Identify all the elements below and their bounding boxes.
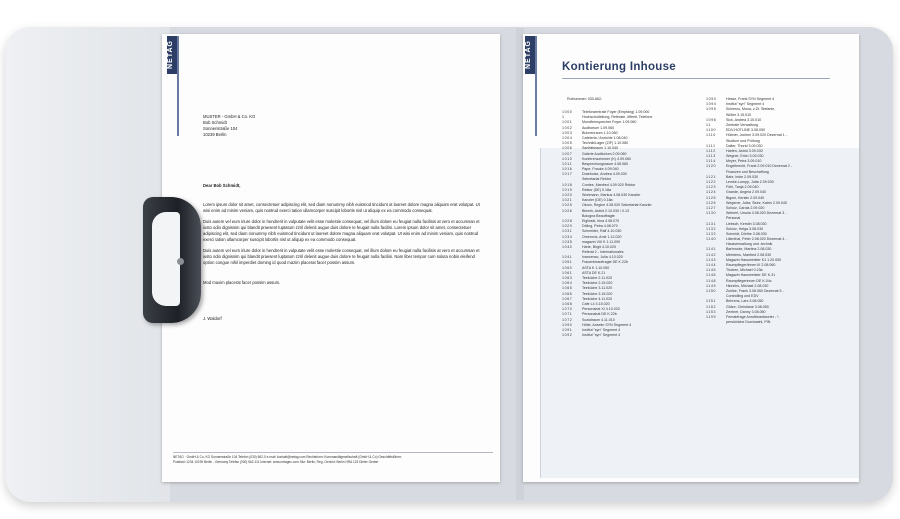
extension-label: Hötte, Anselm SYN Segment 4 xyxy=(582,322,632,327)
extension-label: Frauenbeauftragte DE K.22b xyxy=(582,260,628,265)
body-paragraph: Lorem ipsum dolor sit amet, consectetuer adipiscing elit, sed diam nonummy nibh euismod tincidunt ut laoreet dolore magna aliquam erat volutpat. Ut wisi enim ad minim veniam, quis nostrud exerci tation ullamcorper suscipit lobortis nisl ut aliquip ex ea commodo consequat. xyxy=(203,202,480,213)
extension-label: Personalrat DE K.22b xyxy=(582,312,617,317)
extension-label: Mehrtens, Manfred 2.08.030 xyxy=(726,252,772,257)
extension-number: 1066 xyxy=(562,291,573,296)
extension-number: 1122 xyxy=(706,180,717,184)
extension-label: Schneider, Ralf 4.10.030 xyxy=(582,229,622,234)
clip-cutout xyxy=(152,212,180,306)
extension-label: Studium und Prüfung xyxy=(726,138,760,143)
extension-number: 1007 xyxy=(562,151,573,156)
extension-number: 1124 xyxy=(706,190,717,195)
extension-number: 1011 xyxy=(562,161,573,166)
recipient-address xyxy=(203,114,353,138)
extension-label: Teeküche 2.11.020 xyxy=(582,276,613,280)
logo-rule xyxy=(535,36,537,136)
body-paragraph: Duis autem vel eum iriure dolor in hendrerit in vulputate velit esse molestie consequat, vel illum dolore eu feugiat nulla facilisis at vero et accumsan et iusto odio dignissim qui blandit praesent luptatum zzril delenit augue duis dolore te feugait nulla facilisi. Lorem ipsum dolor sit amet, consectetuer adipiscing elit, sed diam nonummy nibh euismod tincidunt ut laoreet dolore magna aliquam erat volutpat. Ut wisi enim ad minim veniam, quis nostrud exerci tation ullamcorper suscipit lobortis nisl ut aliquip ex ea commodo consequat. xyxy=(203,219,480,242)
extension-label: Raumpfleger/innen III 2.08.060 xyxy=(726,263,776,267)
extension-number: 1067 xyxy=(562,296,573,301)
extension-number: 1131 xyxy=(706,221,717,226)
extension-number: 1090 xyxy=(562,322,573,327)
extension-label: Thoben, Michael 0.23a xyxy=(726,268,763,273)
extension-number: 1140 xyxy=(706,237,717,242)
extension-label: Teeküche 2.15.020 xyxy=(582,281,613,286)
extension-label: Kanzler (DE) 0.18a xyxy=(582,198,613,203)
extension-number: 1051 xyxy=(562,260,573,265)
extension-number: 1111 xyxy=(706,143,716,148)
extension-number: 1092 xyxy=(562,333,573,338)
footer-line: Postfach 1234 10239 Berlin - Germany Telefax (030) 662-111 Internet: www.netagec.com Sitz: Berlin, Reg.-Gericht: Berlin HRA 123 Dieter Gerber xyxy=(173,460,379,464)
extension-number: 1004 xyxy=(562,135,573,140)
extension-label: magazin VIII K 1.11.090 xyxy=(582,239,621,244)
extension-number: 1143 xyxy=(706,257,717,262)
extension-number: 1041 xyxy=(562,255,573,260)
extension-label: Behrens, Lars 3.08.050 xyxy=(726,299,764,304)
extension-label: Magazin Hausmeister K1 1.20.050 xyxy=(726,257,782,262)
extension-number: 1002 xyxy=(562,125,573,130)
extension-label: Okoro, Regine 4.08.020 Sekretariat Kanzler xyxy=(582,203,652,208)
extension-label: Föhl, Tanja 2.09.040 xyxy=(726,185,759,190)
address-line: Bob Schmidt xyxy=(203,120,227,125)
address-line: 10239 Berlin xyxy=(203,132,227,137)
extension-label: Eiglinski, Irina 4.08.070 xyxy=(582,218,620,223)
extension-number: 1094 xyxy=(706,102,717,107)
clip-rivet xyxy=(177,258,184,265)
title-rule xyxy=(562,78,830,79)
extension-label: Rektor (DE) 0.18a xyxy=(582,187,611,192)
extension-label: Teeküche 3.15.020 xyxy=(582,291,613,296)
extension-number: 1006 xyxy=(562,146,573,151)
letter-footer xyxy=(173,455,493,465)
extension-number: 1112 xyxy=(706,148,716,153)
extension-label: Fernabfrage Anrufbeantworter - *, xyxy=(726,314,780,319)
extension-number: 1113 xyxy=(706,154,716,159)
extension-label: Bigoni, Kerstin 2.09.040 xyxy=(726,195,765,200)
extension-number: 1150 xyxy=(706,288,717,293)
extension-label: Draeboise, Andrea 4.09.030 xyxy=(582,172,627,177)
extension-number: 1153 xyxy=(706,309,717,314)
extension-number: 1065 xyxy=(562,286,573,291)
body-paragraph: Mod maxim placerat facer possim assum. xyxy=(203,280,281,285)
extension-label: Engelbrecht, Frank 2.09.010 Dezernat 2 - xyxy=(726,164,793,169)
extension-number: 1100 xyxy=(706,128,717,133)
extension-number: 1072 xyxy=(562,317,573,322)
extension-label: Teeküche 4.11.020 xyxy=(582,296,613,301)
address-line: Sonnenstraße 104 xyxy=(203,126,238,131)
extension-label: Zentrale Verwaltung xyxy=(726,122,758,127)
extension-number: 1060 xyxy=(562,265,573,270)
extension-number: 1110 xyxy=(706,133,716,138)
extension-label: Wegener, Jutta; Stuhr, Katrin 2.09.040 xyxy=(726,200,787,205)
extension-label: Zuhlke, Frank 3.08.060 Dezernat 5 - xyxy=(726,288,784,293)
extension-label: Wegner, Erich 3.09.030 xyxy=(726,154,764,159)
extension-number: 1130 xyxy=(706,211,717,216)
extension-number: 1000 xyxy=(562,110,573,114)
extension-number: 1120 xyxy=(706,164,717,169)
extension-label: Liebsch, Kerstin 3.08.030 xyxy=(726,221,767,226)
extension-label: Harten, Astrid 3.09.030 xyxy=(726,148,763,153)
extension-number: 1133 xyxy=(706,231,717,236)
extension-number: 1003 xyxy=(562,130,573,135)
extension-label: Pape, Frauke 4.09.040 xyxy=(582,167,619,172)
extension-label: Schulz, Carola 2.09.020 xyxy=(726,205,765,210)
extension-number: 1010 xyxy=(562,156,573,161)
extension-number: 1127 xyxy=(706,205,717,210)
extension-label: Cordes, Manfred 4.09.020 Rektor xyxy=(582,182,636,187)
extension-label: Besprechungsraum 4.08.060 xyxy=(582,161,629,166)
extension-label: Personal xyxy=(726,216,741,221)
extension-label: Meyer, Petra 3.09.010 xyxy=(726,159,762,164)
extension-label: Götze, Christiane 3.08.050 xyxy=(726,304,769,309)
extension-label: Referat 2 - Internationales xyxy=(582,250,624,255)
extension-number: 1199 xyxy=(706,314,717,319)
extension-number: 1126 xyxy=(706,200,717,205)
extension-number: 1031 xyxy=(562,229,573,234)
extension-number: 1025 xyxy=(562,203,573,208)
extension-number: 1095 xyxy=(706,107,717,112)
extension-label: Ivancenco, Julia 4.10.020 xyxy=(582,255,623,260)
extension-number: 1035 xyxy=(562,239,573,244)
extension-number: 1146 xyxy=(706,273,717,278)
extension-label: Raumpflegerinnen DE K.04c xyxy=(726,278,772,283)
salutation: Dear Bob Schmidt, xyxy=(203,183,241,188)
extension-number: 1018 xyxy=(562,182,573,187)
extension-label: Teeküche 3.11.020 xyxy=(582,286,613,291)
extension-number: 1070 xyxy=(562,307,573,312)
extension-number: 1071 xyxy=(562,312,573,317)
extension-label: Barbrocke, Martina 2.08.030 xyxy=(726,247,772,252)
footer-line: NETAG · GmbH & Co. KG Sonnenstraße 104 Telefon (030) 662-0 e-mail: kontakt@netag.com Rechtsform: Kommanditgesellschaft (GmbH & Co) Geschäftsführer: xyxy=(173,455,402,459)
extension-label: Bahr, Imke 2.09.030 xyxy=(726,174,759,179)
extension-number: 1040 xyxy=(562,244,573,249)
address-line: MUSTER - GmbH & Co. KG xyxy=(203,114,256,119)
extension-label: Konferenzzimmer (K) 4.09.060 xyxy=(582,156,631,161)
extension-label: Galerie Auditorium 2.09.060 xyxy=(582,151,627,156)
extension-number: 1029 xyxy=(562,224,573,229)
extension-number: 1125 xyxy=(706,195,717,200)
extension-label: Telefonzentrale Foyer (Empfang) 1.09.000 xyxy=(582,110,650,114)
extension-number: 1017 xyxy=(562,172,573,177)
extension-label: Technik/Lager (ZIF) 1.10.080 xyxy=(582,141,629,146)
extension-number: 1145 xyxy=(706,268,717,273)
extension-number: 1096 xyxy=(706,117,717,122)
extension-label: Wortmann, Markus 4.08.030 Kanzler xyxy=(582,193,641,197)
extension-label: Bologna Beauftragte xyxy=(582,213,615,218)
logo: NETAG xyxy=(167,36,177,74)
extension-label: Cafe L4 4.15.020 xyxy=(582,301,610,306)
extension-number: 1 xyxy=(562,115,565,120)
extension-label: persönliche Durchwahl, PIN xyxy=(726,320,771,325)
extension-label: Hausverwaltung und -technik xyxy=(726,242,773,247)
extension-label: Institut "syn" Segment 4 xyxy=(582,327,621,332)
extension-number: 1151 xyxy=(706,299,717,304)
extension-label: Buhnenraum 1.10.060 xyxy=(582,130,618,135)
extension-label: Sekretariat Rektor xyxy=(582,177,611,182)
extension-number: 1021 xyxy=(562,198,573,203)
extension-number: 1121 xyxy=(706,174,717,179)
logo: NETAG xyxy=(525,36,535,74)
extension-label: Hesse, Frank SYN Segment 4 xyxy=(726,97,775,101)
extension-label: Wüller 3.15.010 xyxy=(726,112,752,117)
extension-label: Schmidt, Dörthe 3.08.030 xyxy=(726,231,767,236)
extension-label: Schiesro, Mona, z.Zt. Stefanie, xyxy=(726,107,776,112)
extension-number: 1152 xyxy=(706,304,717,309)
extension-label: Döling, Petra 4.08.070 xyxy=(582,224,618,229)
extension-label: ASTA K 1.10.050 xyxy=(582,265,610,270)
extension-number: 1093 xyxy=(706,97,717,101)
extension-label: Hinrichs, Michael 2.08.030 xyxy=(726,283,769,288)
signature: J. Waldorf xyxy=(203,316,222,321)
footer-rule xyxy=(173,452,493,453)
directory-title: Kontierung Inhouse xyxy=(562,61,677,73)
extension-number: 1123 xyxy=(706,185,717,190)
extension-label: Lemke-Lumpp, Jutta 2.09.030 xyxy=(726,180,774,184)
directory-entry xyxy=(562,333,712,338)
extension-number: 1016 xyxy=(562,167,573,172)
extension-number: 1142 xyxy=(706,252,717,257)
extension-label: Sanitätsraum 1.10.040 xyxy=(582,146,619,151)
extension-number: 1141 xyxy=(706,247,717,252)
extension-label: Hochschulleitung, Referate, öffentl. Telefone xyxy=(582,115,653,120)
extension-number: 1019 xyxy=(562,187,573,192)
extension-label: Magazin Hausmeister DE K.31 xyxy=(726,273,776,278)
extension-label: Institut "syn" Segment 4 xyxy=(726,102,765,107)
letter-body xyxy=(203,202,486,322)
extension-number: 1148 xyxy=(706,278,717,283)
extension-label: ASTA DE K.21 xyxy=(582,270,606,275)
extension-number: 1061 xyxy=(562,270,573,275)
extension-label: Cafeteria / Anrichte 1.08.040 xyxy=(582,135,628,140)
extension-label: EDV-HOTLINE 3.08.050 xyxy=(726,128,765,133)
extension-number: 1001 xyxy=(562,120,573,125)
extension-number: 1132 xyxy=(706,226,717,231)
extension-number xyxy=(706,320,726,325)
extension-label: Mundfernsprecher Foyer 1.09.060 xyxy=(582,120,637,125)
extension-label: Finanzen und Beschaffung xyxy=(726,169,769,174)
extension-label: Bienek, Astrid 2.10.030 / 0.13 xyxy=(582,208,629,213)
extension-label: Lilienthal, Peter 2.08.020 Dezernat 4 - xyxy=(726,237,787,242)
extension-label: Omerovic, Amir 1.12.020 xyxy=(582,234,622,239)
directory-column-left xyxy=(562,110,712,338)
extension-number: 1034 xyxy=(562,234,573,239)
extension-number: 1149 xyxy=(706,283,717,288)
directory-column-right xyxy=(706,97,856,325)
extension-number: 1064 xyxy=(562,281,573,286)
extension-label: Schulz, Helga 3.08.030 xyxy=(726,226,764,231)
extension-label: Dalter, Thorid 3.09.030 xyxy=(726,143,763,148)
extension-label: Institut "syn" Segment 4 xyxy=(582,333,621,338)
extension-label: Sick, Andrea 3.15.010 xyxy=(726,117,762,122)
extension-number: 11 xyxy=(706,122,711,127)
directory-header: Rufnummer: 030-662- xyxy=(567,97,603,101)
directory-entry xyxy=(706,320,856,325)
extension-label: Hübner, Jochen 3.09.020 Dezernat 1 - xyxy=(726,133,787,138)
extension-label: Zentner, Danny 3.08.050 xyxy=(726,309,766,314)
extension-number: 1144 xyxy=(706,263,717,267)
extension-number: 1114 xyxy=(706,159,716,164)
extension-number: 1020 xyxy=(562,193,573,197)
extension-label: Auditorium 1.09.060 xyxy=(582,125,615,130)
extension-label: Controlling und EDV xyxy=(726,294,759,299)
extension-label: Weinert, Ursula 3.08.020 Dezernat 3 - xyxy=(726,211,787,216)
extension-label: Grande, Angela 2.09.040 xyxy=(726,190,766,195)
extension-number: 1063 xyxy=(562,276,573,280)
extension-number: 1028 xyxy=(562,218,573,223)
extension-label: Sozialraum 4.11.010 xyxy=(582,317,615,322)
body-paragraph: Duis autem vel eum iriure dolor in hendrerit in vulputate velit esse molestie consequat, vel illum dolore eu feugiat nulla facilisis at vero et accumsan et iusto odio dignissim qui blandit praesent luptatum zzril delenit augue duis dolore te feugait nulla facilisi. Nam liber tempor cum soluta nobis eleifend option congue nihil imperdiet doming id quod mazim placerat facer possim assum. xyxy=(203,248,480,265)
extension-number: 1068 xyxy=(562,301,573,306)
logo-rule xyxy=(177,36,179,136)
extension-label: Personalrat XI 4.10.020 xyxy=(582,307,620,312)
extension-label: Harte, Birgit 4.10.020 xyxy=(582,244,616,249)
extension-number: 1005 xyxy=(562,141,573,146)
extension-number: 1091 xyxy=(562,327,573,332)
extension-number: 1026 xyxy=(562,208,573,213)
